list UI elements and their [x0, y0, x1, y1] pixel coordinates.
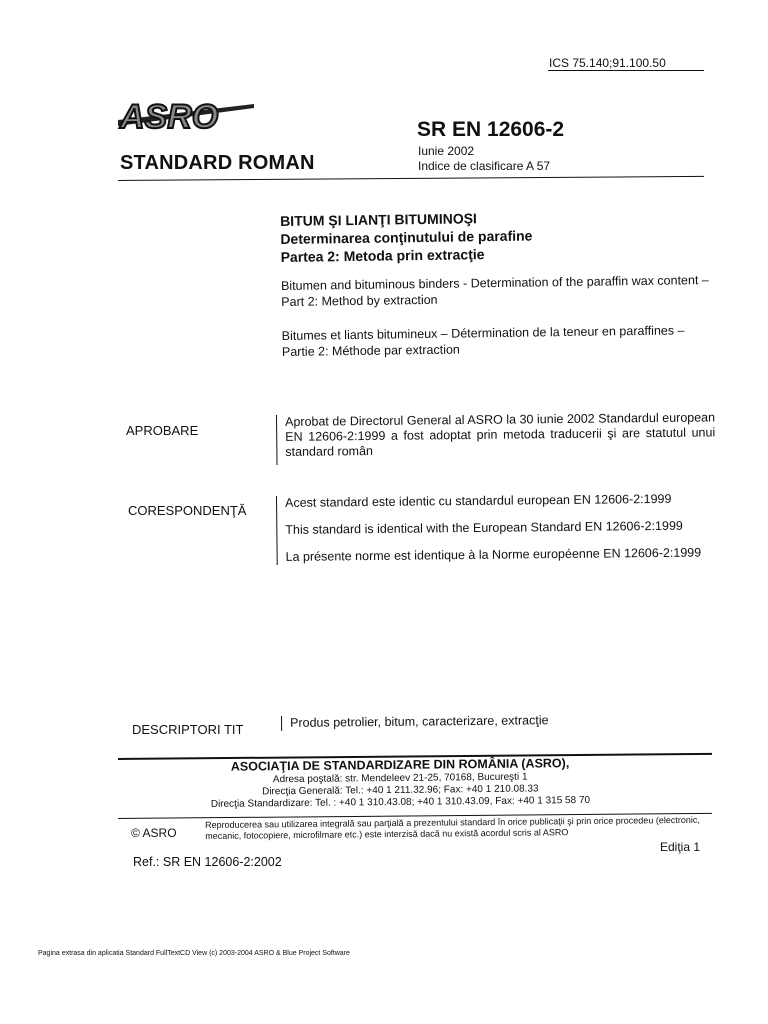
- corespondenta-en: This standard is identical with the European Standard EN 12606-2:1999: [285, 518, 683, 537]
- title-ro-line2: Determinarea conţinutului de parafine: [280, 227, 533, 247]
- corespondenta-ro: Acest standard este identic cu standardul european EN 12606-2:1999: [284, 491, 672, 510]
- aprobare-body: [276, 410, 715, 465]
- title-ro-line3: Partea 2: Metoda prin extracţie: [280, 246, 485, 265]
- classification-index: Indice de clasificare A 57: [418, 159, 551, 173]
- association-name: ASOCIAŢIA DE STANDARDIZARE DIN ROMÂNIA (ASRO),: [230, 756, 570, 774]
- association-block: [200, 756, 601, 811]
- standard-meta: [418, 144, 550, 174]
- copyright-owner: © ASRO: [131, 826, 177, 840]
- corespondenta-label: CORESPONDENŢĂ: [128, 503, 247, 518]
- header-rule: [118, 176, 704, 181]
- descriptori-body: [281, 712, 690, 731]
- title-ro-line1: BITUM ŞI LIANŢI BITUMINOŞI: [280, 210, 477, 229]
- descriptori-text: Produs petrolier, bitum, caracterizare, extracţie: [289, 713, 549, 730]
- title-french: Bitumes et liants bitumineux – Détermination de la teneur en paraffines – Partie 2: Méthode par extraction: [281, 323, 685, 359]
- association-dg: Direcţia Generală: Tel.: +40 1 211.32.96; Fax: +40 1 210.08.33: [262, 783, 539, 798]
- aprobare-text: Aprobat de Directorul General al ASRO la 30 iunie 2002 Standardul european EN 12606-2:1999 a fost adoptat prin metoda traducerii şi are statutul unui standard român: [284, 410, 716, 459]
- asro-logo-text: ASRO: [120, 98, 219, 136]
- title-english: Bitumen and bituminous binders - Determination of the paraffin wax content – Part 2: Method by extraction: [280, 273, 709, 309]
- reference-code: Ref.: SR EN 12606-2:2002: [133, 855, 282, 869]
- titles-block: [280, 206, 712, 360]
- footer-note: Pagina extrasa din aplicatia Standard FullTextCD View (c) 2003-2004 ASRO & Blue Project Software: [38, 950, 350, 957]
- corespondenta-fr: La présente norme est identique à la Norme européenne EN 12606-2:1999: [285, 545, 702, 564]
- ics-code: ICS 75.140;91.100.50: [549, 56, 666, 70]
- ics-underline: [548, 70, 704, 71]
- standard-code: SR EN 12606-2: [417, 118, 565, 141]
- aprobare-label: APROBARE: [126, 423, 199, 438]
- copyright-notice: Reproducerea sau utilizarea integrală sau parţială a prezentului standard în orice publicaţii şi prin orice procedeu (electronic, mecanic, fotocopiere, microfilmare etc.) este interzisă dacă nu există acordul scris al ASRO: [205, 814, 700, 841]
- asro-logo: [116, 90, 256, 140]
- standard-roman-label: STANDARD ROMAN: [120, 152, 315, 174]
- association-address: Adresa poştală: str. Mendeleev 21-25, 70168, Bucureşti 1: [272, 771, 528, 786]
- standard-date: Iunie 2002: [418, 144, 475, 158]
- title-romanian: [280, 206, 711, 266]
- association-ds: Direcţia Standardizare: Tel. : +40 1 310.43.08; +40 1 310.43.09, Fax: +40 1 315 58 70: [210, 794, 591, 810]
- corespondenta-body: [276, 491, 716, 565]
- descriptori-label: DESCRIPTORI TIT: [132, 722, 244, 737]
- edition: Ediţia 1: [660, 840, 701, 854]
